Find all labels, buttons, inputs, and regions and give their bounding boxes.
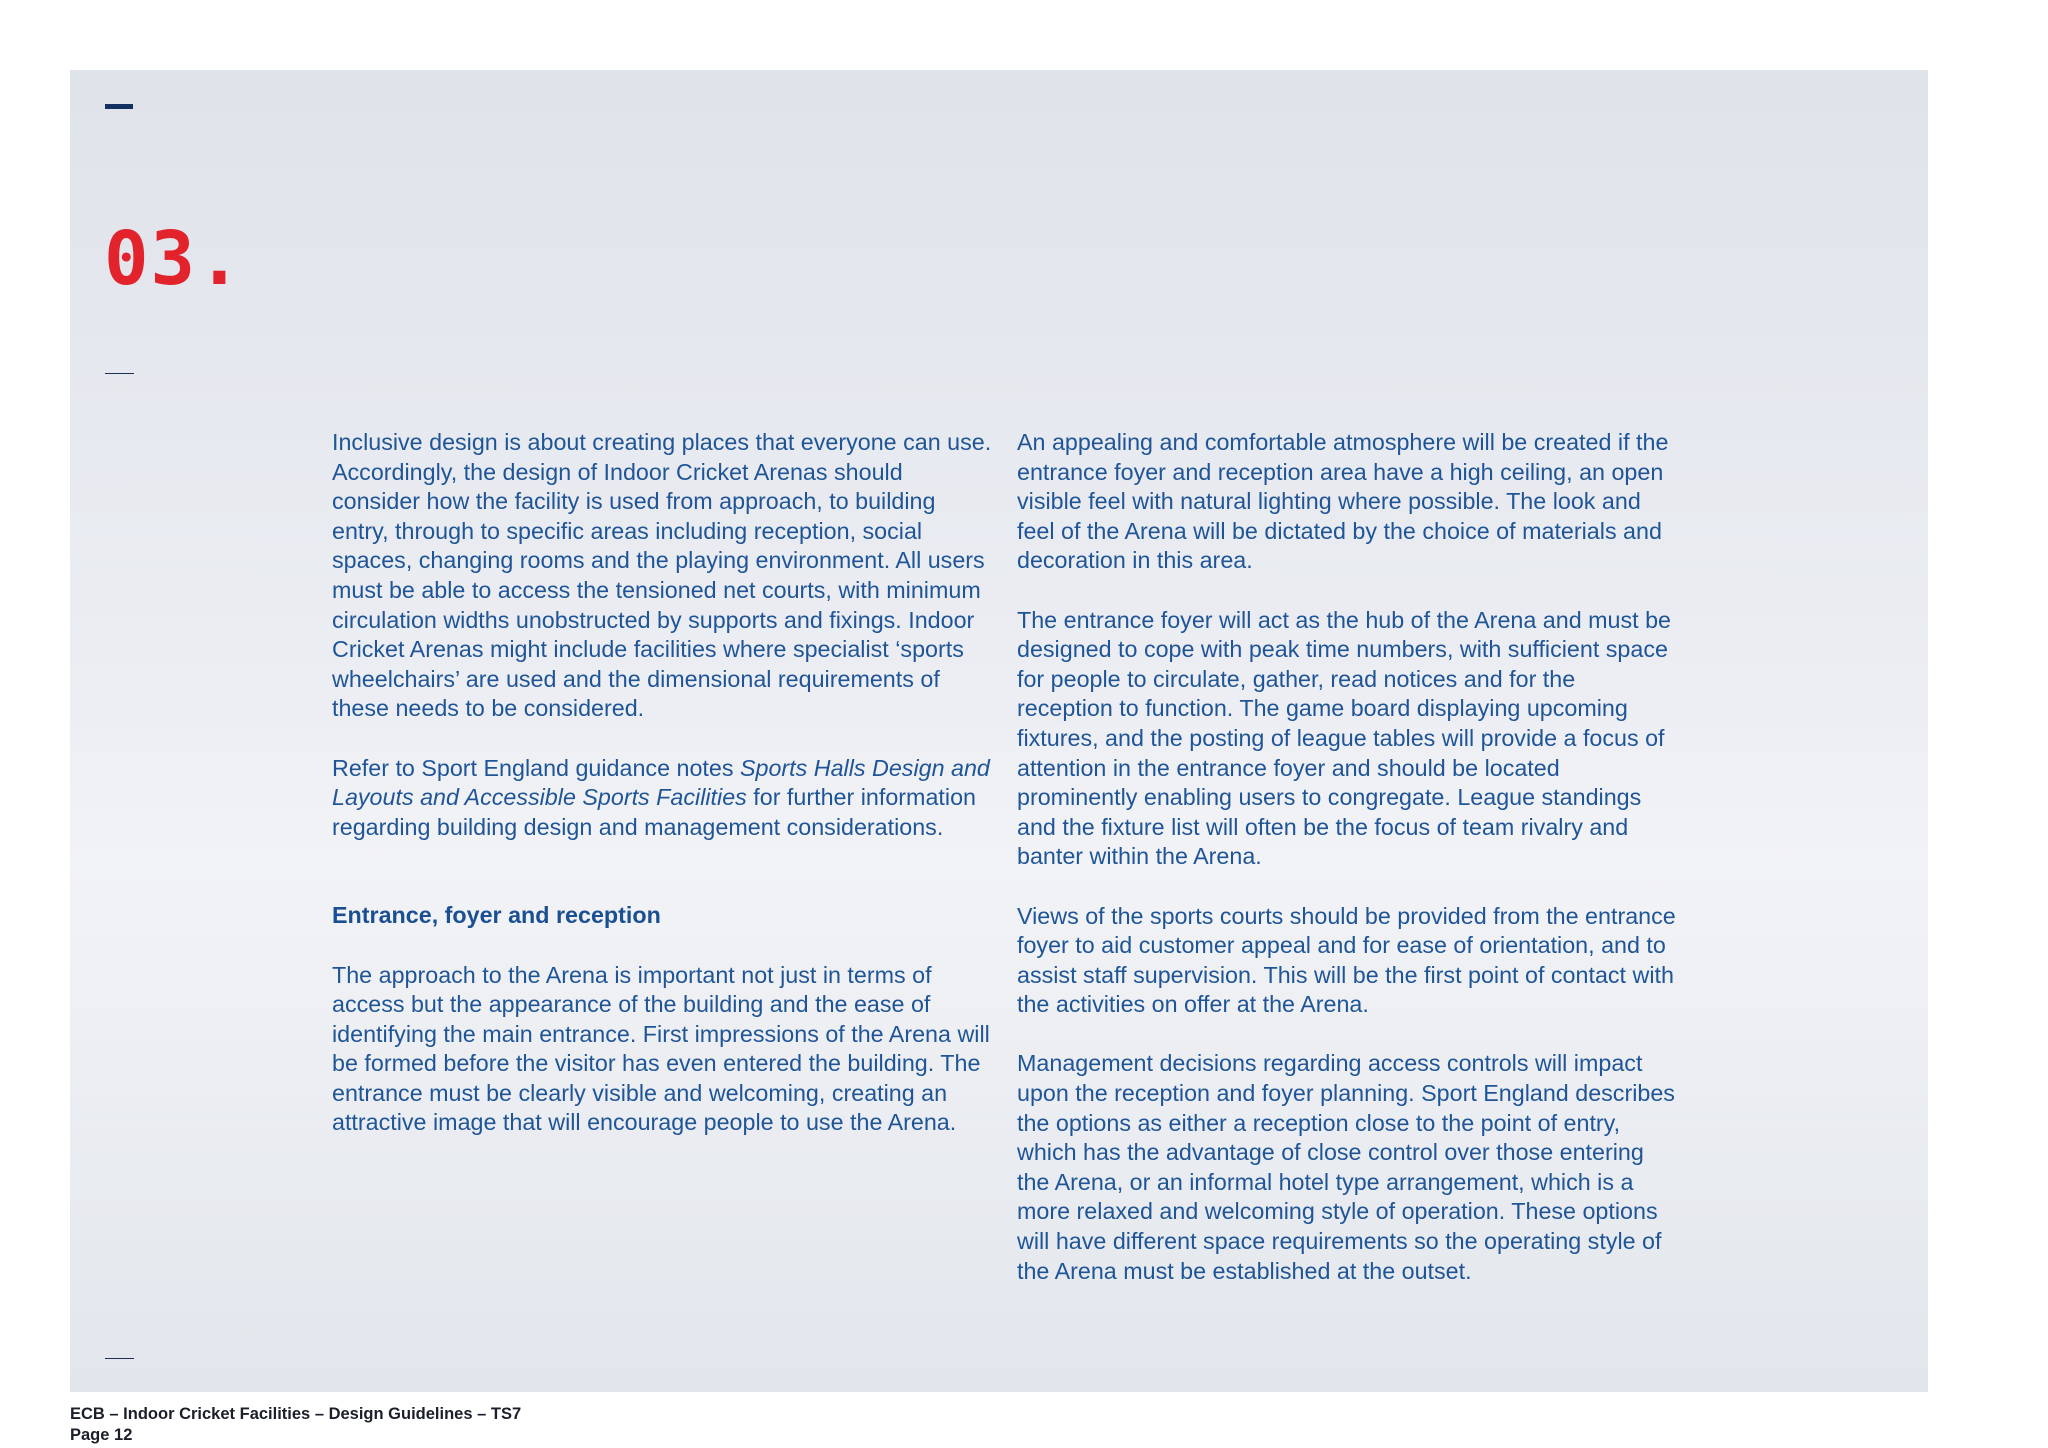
chapter-number: 03.: [104, 216, 244, 302]
foyer-hub-paragraph: The entrance foyer will act as the hub of the Arena and must be designed to cope with peak time numbers, with sufficient space for people to circulate, gather, read notices and for the reception to function. The game board displaying upcoming fixtures, and the posting of league tables will provide a focus of attention in the entrance foyer and should be located prominently enabling users to congregate. League standings and the fixture list will often be the focus of team rivalry and banter within the Arena.: [1017, 606, 1671, 870]
reference-text-end: for further information regarding building design and management considerations.: [332, 784, 976, 840]
approach-paragraph: The approach to the Arena is important not just in terms of access but the appearance of the building and the ease of identifying the main entrance. First impressions of the Arena will be formed before the visitor has even entered the building. The entrance must be clearly visible and welcoming, creating an attractive image that will encourage people to use the Arena.: [332, 961, 990, 1136]
divider-rule-top: [105, 373, 134, 374]
intro-paragraph: Inclusive design is about creating places that everyone can use. Accordingly, the design of Indoor Cricket Arenas should consider how the facility is used from approach, to building entry, through to specific areas including reception, social spaces, changing rooms and the playing environment. All users must be able to access the tensioned net courts, with minimum circulation widths unobstructed by supports and fixings. Indoor Cricket Arenas might include facilities where specialist ‘sports wheelchairs’ are used and the dimensional requirements of these needs to be considered.: [332, 429, 992, 722]
document-title: ECB – Indoor Cricket Facilities – Design Guidelines – TS7: [70, 1405, 522, 1423]
court-views-paragraph: Views of the sports courts should be provided from the entrance foyer to aid customer appeal and for ease of orientation, and to assist staff supervision. This will be the first point of contact with the activities on offer at the Arena.: [1017, 902, 1676, 1018]
section-marker-dash: [105, 104, 133, 109]
right-text-column: [1017, 428, 1677, 1316]
page-number: Page 12: [70, 1426, 133, 1444]
left-text-column: [332, 428, 992, 1168]
section-heading-entrance: Entrance, foyer and reception: [332, 902, 661, 929]
divider-rule-bottom: [105, 1358, 134, 1359]
reference-paragraph: [332, 754, 992, 843]
reference-text-start: Refer to Sport England guidance notes: [332, 754, 740, 781]
access-controls-paragraph: Management decisions regarding access controls will impact upon the reception and foyer planning. Sport England describes the options as either a reception close to the point of entry, which has the advantage of close control over those entering the Arena, or an informal hotel type arrangement, which is a more relaxed and welcoming style of operation. These options will have different space requirements so the operating style of the Arena must be established at the outset.: [1017, 1050, 1675, 1284]
reference-publication-titles: Sports Halls Design and Layouts and Accessible Sports Facilities: [332, 754, 990, 811]
page-footer: [70, 1404, 521, 1446]
atmosphere-paragraph: An appealing and comfortable atmosphere will be created if the entrance foyer and reception area have a high ceiling, an open visible feel with natural lighting where possible. The look and feel of the Arena will be dictated by the choice of materials and decoration in this area.: [1017, 429, 1669, 574]
